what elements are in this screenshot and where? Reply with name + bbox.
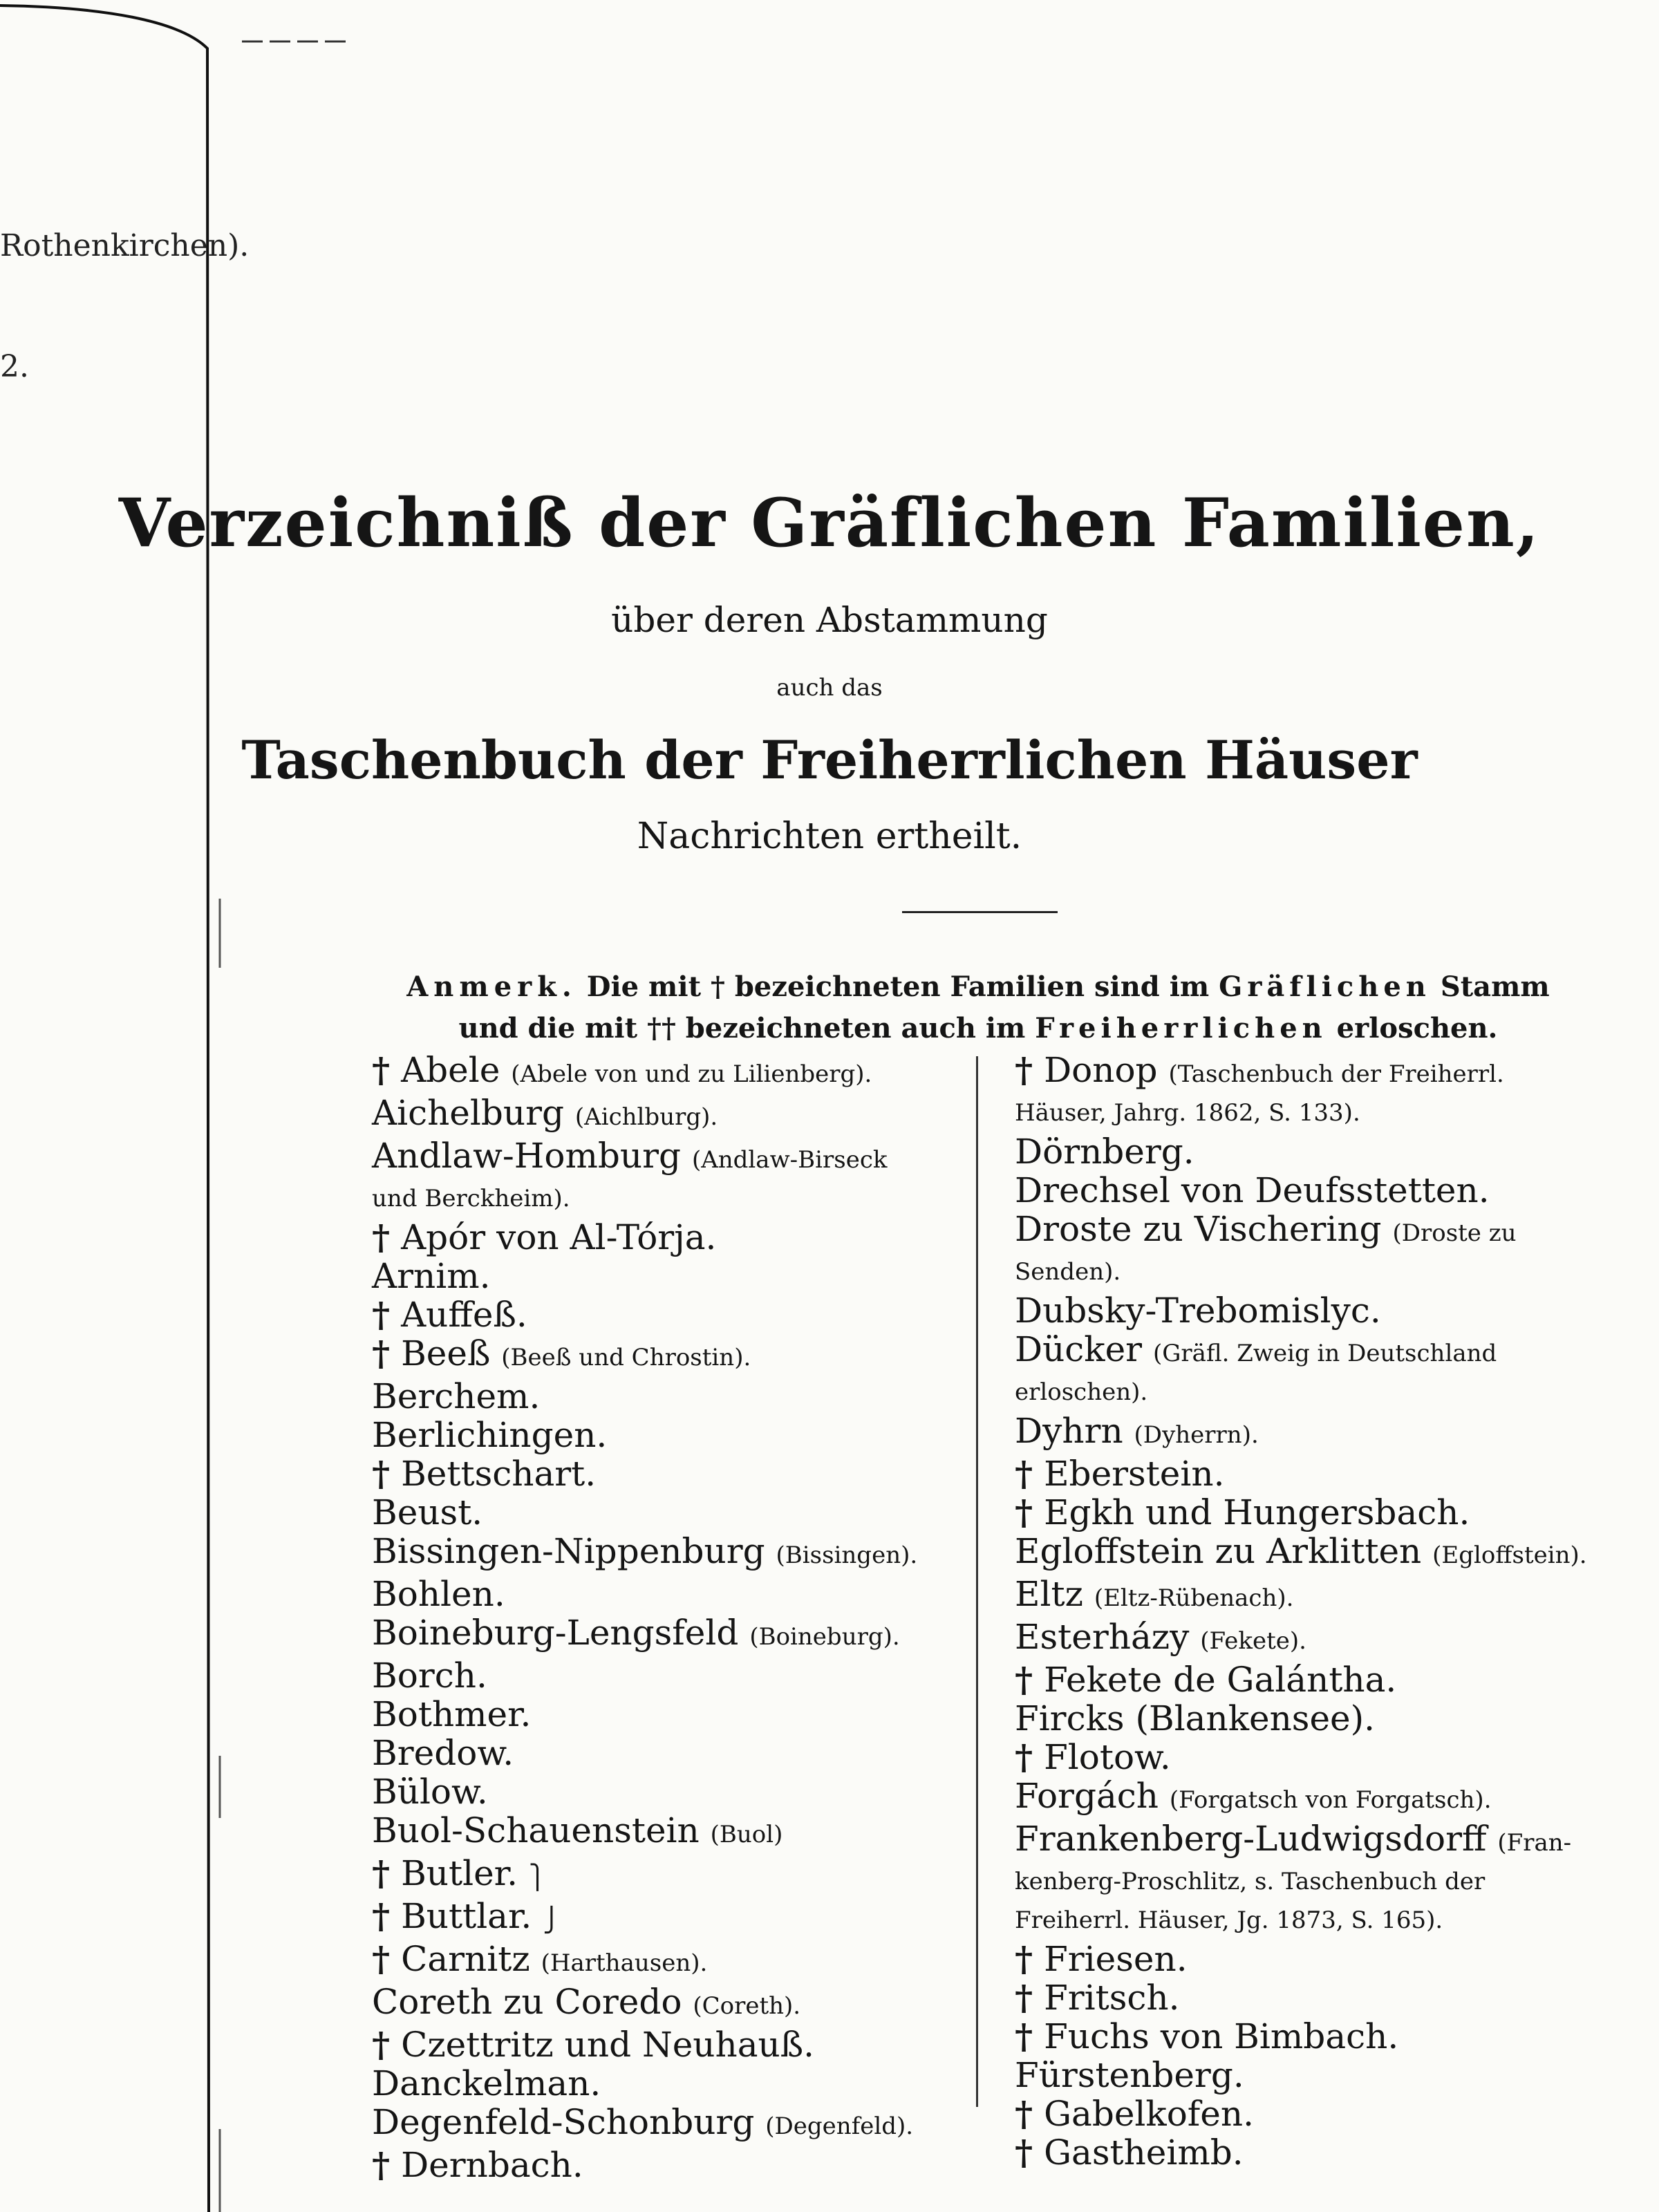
family-name: Bothmer.: [372, 1694, 532, 1734]
family-entry: [1015, 1532, 1602, 1575]
family-entry: [372, 2064, 966, 2103]
family-detail: (Degenfeld).: [765, 2112, 914, 2140]
family-detail: (Aichlburg).: [574, 1103, 718, 1131]
extinct-mark: †: [1015, 2016, 1033, 2056]
family-entry: [1015, 1699, 1602, 1738]
family-entry: [1015, 1291, 1602, 1330]
family-entry: [1015, 2056, 1602, 2094]
family-name: Auffeß.: [401, 1295, 527, 1335]
family-entry: [372, 1772, 966, 1811]
family-name: Arnim.: [372, 1256, 491, 1296]
family-entry: [372, 1416, 966, 1454]
family-name: Fritsch.: [1044, 1978, 1180, 2018]
family-name: Gastheimb.: [1044, 2133, 1244, 2173]
family-entry: [372, 1493, 966, 1532]
family-entry: [372, 1983, 966, 2025]
family-name: Egkh und Hungersbach.: [1044, 1492, 1470, 1533]
extinct-mark: †: [1015, 1938, 1033, 1979]
family-name: Drechsel von Deufsstetten.: [1015, 1170, 1490, 1210]
remark-text-3: und die mit †† bezeichneten auch im: [458, 1012, 1026, 1044]
family-detail-continued: Häuser, Jahrg. 1862, S. 133).: [1015, 1099, 1360, 1127]
family-name: Coreth zu Coredo: [372, 1982, 682, 2022]
family-detail: (Droste zu: [1392, 1219, 1517, 1247]
family-name: Dücker: [1015, 1329, 1143, 1369]
extinct-mark: †: [372, 2024, 391, 2065]
family-entry: [1015, 1660, 1602, 1699]
extinct-mark: †: [1015, 1453, 1033, 1494]
family-name: Droste zu Vischering: [1015, 1209, 1382, 1249]
family-name: Friesen.: [1044, 1939, 1188, 1979]
family-name: Butler.: [401, 1853, 518, 1893]
family-entry: [1015, 1412, 1602, 1454]
family-entry: [372, 1575, 966, 1613]
remark-note: [366, 966, 1590, 1049]
family-entry: [1015, 1330, 1602, 1412]
extinct-mark: †: [372, 1853, 391, 1893]
family-list-right: [1015, 1051, 1602, 2172]
family-name: Bredow.: [372, 1733, 514, 1773]
family-entry: [1015, 1493, 1602, 1532]
subtitle-line-3: Taschenbuch der Freiherrlichen Häuser: [241, 729, 1418, 791]
family-name: Czettritz und Neuhauß.: [401, 2025, 815, 2065]
family-name: Apór von Al-Tórja.: [401, 1217, 717, 1257]
remark-text-1: Die mit † bezeichneten Familien sind im: [586, 971, 1210, 1003]
family-entry: [372, 1695, 966, 1734]
family-entry: [372, 1051, 966, 1094]
family-entry: [372, 1454, 966, 1493]
subtitle-line-1: über deren Abstammung: [611, 600, 1048, 640]
family-name: Buol-Schauenstein: [372, 1810, 700, 1850]
extinct-mark: †: [1015, 1492, 1033, 1533]
family-entry: [1015, 1618, 1602, 1660]
family-entry: [1015, 1132, 1602, 1171]
family-name: Berchem.: [372, 1376, 541, 1416]
family-name: Andlaw-Homburg: [372, 1136, 682, 1176]
extinct-mark: †: [1015, 1659, 1033, 1700]
family-name: Dyhrn: [1015, 1411, 1123, 1451]
family-name: Degenfeld-Schonburg: [372, 2102, 755, 2142]
family-entry: [1015, 2133, 1602, 2172]
family-entry: [372, 1940, 966, 1983]
family-detail: (Gräfl. Zweig in Deutschland: [1153, 1340, 1497, 1367]
family-name: Forgách: [1015, 1776, 1159, 1816]
family-entry: [372, 1532, 966, 1575]
family-name: Donop: [1044, 1050, 1158, 1090]
family-detail: (Harthausen).: [541, 1949, 708, 1977]
family-entry: [372, 2146, 966, 2184]
extinct-mark: †: [372, 1895, 391, 1936]
family-name: Boineburg-Lengsfeld: [372, 1613, 739, 1653]
extinct-mark: †: [372, 1217, 391, 1257]
remark-word-1: Gräflichen: [1219, 971, 1431, 1003]
family-name: Eberstein.: [1044, 1454, 1225, 1494]
extinct-mark: †: [1015, 1977, 1033, 2018]
family-detail: (Forgatsch von Forgatsch).: [1169, 1786, 1492, 1814]
family-name: Fürstenberg.: [1015, 2055, 1244, 2095]
extinct-mark: †: [1015, 1049, 1033, 1090]
extinct-mark: †: [372, 2144, 391, 2185]
family-entry: [1015, 2094, 1602, 2133]
family-entry: [1015, 1777, 1602, 1819]
family-detail: ⎭: [543, 1906, 561, 1934]
page-title: Verzeichniß der Gräflichen Familien,: [118, 484, 1541, 562]
family-name: Beust.: [372, 1492, 483, 1533]
family-entry: [372, 1094, 966, 1136]
family-detail: (Bissingen).: [776, 1541, 918, 1569]
family-detail-continued: erloschen).: [1015, 1378, 1148, 1406]
family-name: Buttlar.: [401, 1896, 532, 1936]
family-entry: [372, 1257, 966, 1295]
family-detail: ⎫: [528, 1864, 547, 1891]
family-list-left: [372, 1051, 966, 2184]
family-name: Berlichingen.: [372, 1415, 608, 1455]
bleed-text-line-1: Rothenkirchen).: [0, 228, 250, 263]
extinct-mark: †: [1015, 2132, 1033, 2173]
extinct-mark: †: [372, 1453, 391, 1494]
family-detail: (Boineburg).: [749, 1623, 900, 1651]
family-name: Flotow.: [1044, 1737, 1171, 1777]
remark-text-2: Stamm: [1440, 971, 1550, 1003]
subtitle-line-2: auch das: [776, 674, 883, 702]
extinct-mark: †: [372, 1294, 391, 1335]
family-detail: (Egloffstein).: [1432, 1541, 1587, 1569]
family-detail: (Taschenbuch der Freiherrl.: [1168, 1060, 1504, 1088]
family-entry: [372, 1897, 966, 1940]
family-name: Fekete de Galántha.: [1044, 1660, 1397, 1700]
family-name: Bohlen.: [372, 1574, 505, 1614]
family-entry: [1015, 1051, 1602, 1132]
family-name: Aichelburg: [372, 1093, 565, 1133]
family-entry: [1015, 2017, 1602, 2056]
header-divider: [902, 911, 1058, 913]
family-detail: (Fran-: [1497, 1829, 1572, 1857]
extinct-mark: †: [1015, 2093, 1033, 2134]
family-entry: [372, 1613, 966, 1656]
subtitle-line-4: Nachrichten ertheilt.: [637, 816, 1022, 857]
family-entry: [1015, 1454, 1602, 1493]
family-name: Fuchs von Bimbach.: [1044, 2016, 1399, 2056]
family-entry: [372, 1854, 966, 1897]
family-name: Eltz: [1015, 1574, 1083, 1614]
family-name: Dörnberg.: [1015, 1132, 1194, 1172]
family-entry: [1015, 1575, 1602, 1618]
family-entry: [372, 1377, 966, 1416]
family-name: Gabelkofen.: [1044, 2094, 1254, 2134]
family-name: Abele: [401, 1050, 500, 1090]
family-detail: (Beeß und Chrostin).: [501, 1344, 751, 1371]
family-entry: [1015, 1940, 1602, 1978]
family-entry: [1015, 1978, 1602, 2017]
family-detail: (Dyherrn).: [1134, 1421, 1259, 1449]
family-entry: [372, 1218, 966, 1257]
family-entry: [372, 2103, 966, 2146]
family-name: Dubsky-Trebomislyc.: [1015, 1291, 1381, 1331]
family-name: Bissingen-Nippenburg: [372, 1531, 765, 1571]
remark-label: Anmerk.: [406, 971, 577, 1003]
family-name: Danckelman.: [372, 2063, 601, 2103]
family-entry: [1015, 1738, 1602, 1777]
family-entry: [1015, 1171, 1602, 1210]
family-detail: (Abele von und zu Lilienberg).: [511, 1060, 872, 1088]
family-detail: (Eltz-Rübenach).: [1094, 1584, 1294, 1612]
family-entry: [372, 1811, 966, 1854]
family-detail: (Fekete).: [1200, 1627, 1306, 1655]
family-name: Bülow.: [372, 1772, 488, 1812]
family-detail: (Andlaw-Birseck: [691, 1146, 888, 1174]
family-name: Beeß: [401, 1333, 491, 1374]
family-entry: [372, 1734, 966, 1772]
bleed-text-line-2: 2.: [0, 349, 29, 384]
family-entry: [372, 1136, 966, 1218]
family-entry: [372, 1334, 966, 1377]
family-detail-continued: kenberg-Proschlitz, s. Taschenbuch der Freiherrl. Häuser, Jg. 1873, S. 165).: [1015, 1868, 1485, 1934]
family-name: Carnitz: [401, 1939, 530, 1979]
family-name: Frankenberg-Ludwigsdorff: [1015, 1819, 1487, 1859]
family-detail-continued: Senden).: [1015, 1258, 1121, 1286]
extinct-mark: †: [372, 1938, 391, 1979]
extinct-mark: †: [372, 1049, 391, 1090]
family-name: Fircks (Blankensee).: [1015, 1698, 1376, 1738]
family-entry: [372, 1656, 966, 1695]
family-detail: (Coreth).: [693, 1992, 801, 2020]
family-name: Egloffstein zu Arklitten: [1015, 1531, 1422, 1571]
column-divider: [976, 1056, 978, 2107]
remark-word-2: Freiherrlichen: [1035, 1012, 1327, 1044]
family-entry: [1015, 1819, 1602, 1940]
family-entry: [372, 2025, 966, 2064]
remark-text-4: erloschen.: [1336, 1012, 1498, 1044]
family-detail-continued: und Berckheim).: [372, 1185, 570, 1212]
family-name: Dernbach.: [401, 2145, 583, 2185]
family-entry: [1015, 1210, 1602, 1291]
family-name: Esterházy: [1015, 1617, 1190, 1657]
extinct-mark: †: [1015, 1736, 1033, 1777]
family-detail: (Buol): [710, 1821, 783, 1848]
family-name: Borch.: [372, 1656, 487, 1696]
family-name: Bettschart.: [401, 1454, 597, 1494]
family-entry: [372, 1295, 966, 1334]
extinct-mark: †: [372, 1333, 391, 1374]
